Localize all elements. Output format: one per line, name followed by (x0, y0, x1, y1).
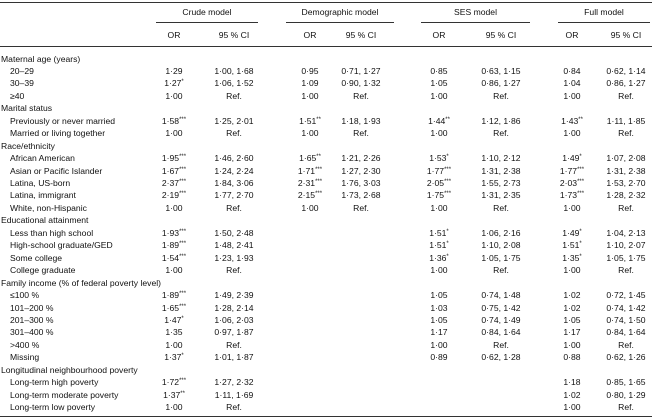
table-cell: 1·06, 2·03 (214, 314, 254, 325)
table-cell: 1·95*** (161, 153, 187, 164)
table-cell: 0·86, 1·27 (481, 78, 521, 89)
table-bottom-rule (0, 416, 652, 417)
table-cell: 0·71, 1·27 (341, 65, 381, 76)
category-label: Maternal age (years) (1, 53, 81, 64)
table-cell: 1·47* (164, 314, 184, 325)
column-header: OR (432, 30, 446, 40)
table-cell: 2·19*** (161, 190, 187, 201)
significance-mark: *** (179, 303, 187, 310)
significance-mark: *** (444, 166, 452, 173)
table-cell: 1·17 (430, 327, 448, 338)
row-label: 101–200 % (10, 302, 54, 313)
column-header: OR (565, 30, 579, 40)
table-cell: 1·05 (430, 314, 448, 325)
significance-mark: ** (316, 116, 321, 123)
group-header: SES model (454, 7, 497, 17)
table-cell: 1·00 (430, 202, 448, 213)
table-cell: 2·31*** (297, 178, 323, 188)
row-label: 201–300 % (10, 314, 54, 325)
table-cell: 1·05 (563, 314, 581, 325)
category-label: Marital status (1, 103, 53, 114)
row-label: Long-term high poverty (10, 377, 99, 388)
table-cell: 1·67*** (161, 165, 187, 176)
table-cell: 1·43** (561, 115, 583, 126)
row-label: College graduate (10, 265, 76, 276)
table-cell: 0·85 (430, 65, 448, 76)
row-label: High-school graduate/GED (10, 240, 113, 251)
table-cell: 1·01, 1·87 (214, 352, 254, 363)
table-cell: 1·00 (430, 90, 448, 101)
row-label: Asian or Pacific Islander (10, 165, 103, 176)
table-cell: 0·74, 1·48 (481, 290, 521, 301)
table-cell: 0·84 (563, 65, 581, 76)
table-cell: 1·00 (165, 90, 183, 101)
group-header: Full model (584, 7, 624, 17)
table-cell: 0·89 (430, 352, 448, 363)
table-cell: 1·00 (563, 128, 581, 139)
significance-mark: *** (315, 166, 323, 173)
table-cell: 1·27, 2·30 (341, 165, 381, 176)
table-cell: 1·27* (164, 78, 184, 89)
table-cell: 1·18, 1·93 (341, 115, 381, 126)
table-cell: Ref. (353, 90, 369, 101)
table-cell: 0·62, 1·26 (606, 352, 646, 363)
table-cell: 1·03 (430, 302, 448, 313)
table-cell: Ref. (618, 128, 634, 139)
table-cell: 1·09 (301, 78, 319, 89)
row-label: African American (10, 153, 75, 164)
table-cell: Ref. (226, 128, 242, 139)
table-cell: 1·02 (563, 302, 581, 313)
row-label: Married or living together (10, 128, 106, 139)
row-label: Missing (10, 352, 40, 363)
significance-mark: ** (578, 116, 583, 123)
group-underline (156, 22, 258, 23)
table-cell: Ref. (618, 202, 634, 213)
table-cell: 1·50, 2·48 (214, 227, 254, 238)
significance-mark: *** (179, 154, 187, 161)
table-cell: 1·49* (562, 153, 582, 164)
table-cell: Ref. (226, 202, 242, 213)
table-cell: 1·00 (165, 202, 183, 213)
significance-mark: *** (577, 166, 585, 173)
table-cell: 1·44** (428, 115, 450, 126)
table-cell: 1·84, 3·06 (214, 178, 254, 188)
row-label: Long-term low poverty (10, 402, 96, 413)
table-cell: 0·88 (563, 352, 581, 363)
table-cell: Ref. (226, 265, 242, 276)
table-cell: 1·07, 2·08 (606, 153, 646, 164)
table-cell: 1·51* (562, 240, 582, 251)
table-cell: 1·21, 2·26 (341, 153, 381, 164)
table-cell: 1·00 (165, 128, 183, 139)
table-cell: Ref. (618, 339, 634, 350)
table-cell: 2·15*** (297, 190, 323, 201)
significance-mark: *** (444, 191, 452, 198)
column-header: OR (167, 30, 181, 40)
table-cell: 1·65*** (161, 302, 187, 313)
table-cell: 0·86, 1·27 (606, 78, 646, 89)
table-cell: 1·37* (164, 352, 184, 363)
table-cell: 1·53* (429, 153, 449, 164)
table-cell: 1·23, 1·93 (214, 252, 254, 263)
table-cell: Ref. (493, 339, 509, 350)
table-cell: 0·95 (301, 65, 319, 76)
table-cell: 1·36* (429, 252, 449, 263)
significance-mark: ** (445, 116, 450, 123)
table-cell: 0·74, 1·49 (481, 314, 521, 325)
table-cell: Ref. (618, 90, 634, 101)
significance-mark: *** (179, 179, 187, 185)
table-cell: 0·84, 1·64 (481, 327, 521, 338)
group-underline (558, 22, 650, 23)
row-label: Previously or never married (10, 115, 116, 126)
header-rule (0, 46, 652, 47)
table-cell: 1·65** (299, 153, 321, 164)
table-cell: 1·00 (563, 339, 581, 350)
table-cell: 1·89*** (161, 240, 187, 251)
table-cell: 1·73*** (559, 190, 585, 201)
table-cell: 1·35 (165, 327, 183, 338)
table-cell: 0·97, 1·87 (214, 327, 254, 338)
table-cell: 1·00, 1·68 (214, 65, 254, 76)
significance-mark: *** (179, 253, 187, 260)
table-cell: 1·48, 2·41 (214, 240, 254, 251)
category-label: Family income (% of federal poverty level) (1, 277, 161, 288)
table-cell: 1·00 (430, 339, 448, 350)
row-label: Some college (10, 252, 63, 263)
significance-mark: * (446, 241, 449, 248)
table-cell: 1·27, 2·32 (214, 377, 254, 388)
table-cell: 2·05*** (426, 178, 452, 188)
table-cell: 1·77, 2·70 (214, 190, 254, 201)
table-cell: 1·00 (430, 128, 448, 139)
table-cell: 1·00 (563, 402, 581, 413)
table-cell: 1·93*** (161, 227, 187, 238)
table-top-rule (0, 2, 652, 3)
row-label: 20–29 (10, 65, 34, 76)
table-cell: 1·29 (165, 65, 183, 76)
significance-mark: *** (179, 291, 187, 298)
table-cell: 1·51* (429, 227, 449, 238)
row-label: 30–39 (10, 78, 34, 89)
table-cell: 1·77*** (426, 165, 452, 176)
table-cell: 1·04, 2·13 (606, 227, 646, 238)
table-cell: 0·63, 1·15 (481, 65, 521, 76)
table-cell: 0·84, 1·64 (606, 327, 646, 338)
significance-mark: *** (444, 179, 452, 185)
table-cell: 1·73, 2·68 (341, 190, 381, 201)
table-cell: 1·72*** (161, 377, 187, 388)
table-cell: 1·00 (563, 202, 581, 213)
table-cell: Ref. (493, 202, 509, 213)
table-cell: 1·05 (430, 78, 448, 89)
table-cell: 1·00 (301, 128, 319, 139)
significance-mark: *** (179, 191, 187, 198)
table-cell: 1·11, 1·69 (214, 389, 254, 400)
significance-mark: * (446, 154, 449, 161)
significance-mark: *** (315, 191, 323, 198)
significance-mark: * (181, 315, 184, 322)
table-cell: 1·28, 2·14 (214, 302, 254, 313)
table-cell: 1·00 (165, 265, 183, 276)
table-cell: 1·37** (163, 389, 185, 400)
significance-mark: * (579, 154, 582, 161)
table-cell: 0·75, 1·42 (481, 302, 521, 313)
table-cell: 1·77*** (559, 165, 585, 176)
table-cell: 1·06, 1·52 (214, 78, 254, 89)
table-cell: 1·00 (165, 339, 183, 350)
row-label: Latina, US-born (10, 178, 71, 188)
table-cell: 1·10, 2·07 (606, 240, 646, 251)
significance-mark: * (181, 79, 184, 86)
table-cell: Ref. (353, 202, 369, 213)
table-cell: 1·31, 2·38 (606, 165, 646, 176)
row-label: Latina, immigrant (10, 190, 76, 201)
table-cell: 1·76, 3·03 (341, 178, 381, 188)
row-label: 301–400 % (10, 327, 54, 338)
table-cell: 1·00 (301, 202, 319, 213)
table-cell: Ref. (493, 128, 509, 139)
column-header: OR (303, 30, 317, 40)
table-cell: 1·02 (563, 389, 581, 400)
table-cell: 0·62, 1·28 (481, 352, 521, 363)
table-cell: 1·55, 2·73 (481, 178, 521, 188)
group-header: Demographic model (301, 7, 379, 17)
table-cell: Ref. (618, 402, 634, 413)
category-label: Longitudinal neighbourhood poverty (1, 364, 138, 375)
significance-mark: * (579, 241, 582, 248)
group-underline (421, 22, 530, 23)
table-cell: Ref. (493, 265, 509, 276)
category-label: Educational attainment (1, 215, 89, 226)
table-cell: 1·51** (299, 115, 321, 126)
table-cell: 1·25, 2·01 (214, 115, 254, 126)
table-cell: 1·89*** (161, 290, 187, 301)
table-cell: 0·80, 1·29 (606, 389, 646, 400)
table-cell: Ref. (226, 402, 242, 413)
table-cell: 1·31, 2·38 (481, 165, 521, 176)
significance-mark: *** (179, 166, 187, 173)
table-cell: 0·74, 1·42 (606, 302, 646, 313)
table-cell: 1·05 (430, 290, 448, 301)
column-header: 95 % CI (610, 30, 642, 40)
table-cell: Ref. (618, 265, 634, 276)
column-header: 95 % CI (485, 30, 517, 40)
table-cell: 1·02 (563, 290, 581, 301)
table-cell: 1·75*** (426, 190, 452, 201)
table-cell: Ref. (226, 90, 242, 101)
table-cell: 1·11, 1·85 (606, 115, 646, 126)
table-cell: 2·03*** (559, 178, 585, 188)
table-cell: 1·00 (563, 90, 581, 101)
table-cell: 1·24, 2·24 (214, 165, 254, 176)
significance-mark: * (446, 253, 449, 260)
table-cell: 1·10, 2·12 (481, 153, 521, 164)
row-label: Long-term moderate poverty (10, 389, 119, 400)
table-cell: 1·53, 2·70 (606, 178, 646, 188)
table-cell: 1·00 (165, 402, 183, 413)
row-label: >400 % (10, 339, 40, 350)
table-cell: 1·18 (563, 377, 581, 388)
table-cell: 0·72, 1·45 (606, 290, 646, 301)
table-cell: 1·00 (563, 265, 581, 276)
category-label: Race/ethnicity (1, 140, 55, 151)
significance-mark: * (579, 253, 582, 260)
table-cell: 0·85, 1·65 (606, 377, 646, 388)
table-cell: 1·49, 2·39 (214, 290, 254, 301)
significance-mark: ** (180, 390, 185, 397)
table-cell: 0·74, 1·50 (606, 314, 646, 325)
column-header: 95 % CI (218, 30, 250, 40)
group-underline (286, 22, 394, 23)
row-label: ≤100 % (10, 290, 40, 301)
table-cell: 1·71*** (297, 165, 323, 176)
table-cell: 1·51* (429, 240, 449, 251)
table-cell: 1·12, 1·86 (481, 115, 521, 126)
significance-mark: *** (179, 378, 187, 385)
significance-mark: * (446, 228, 449, 235)
table-cell: 2·37*** (161, 178, 187, 188)
table-cell: 1·46, 2·60 (214, 153, 254, 164)
row-label: White, non-Hispanic (10, 202, 87, 213)
table-cell: 1·06, 2·16 (481, 227, 521, 238)
significance-mark: ** (316, 154, 321, 161)
significance-mark: *** (179, 241, 187, 248)
table-cell: 1·05, 1·75 (481, 252, 521, 263)
table-cell: 1·35* (562, 252, 582, 263)
table-cell: 1·00 (430, 265, 448, 276)
table-cell: Ref. (493, 90, 509, 101)
table-cell: 0·90, 1·32 (341, 78, 381, 89)
table-cell: Ref. (353, 128, 369, 139)
table-cell: 1·05, 1·75 (606, 252, 646, 263)
group-header: Crude model (182, 7, 232, 17)
significance-mark: *** (315, 179, 323, 185)
significance-mark: * (579, 228, 582, 235)
table-cell: 1·31, 2·35 (481, 190, 521, 201)
table-cell: 1·00 (301, 90, 319, 101)
table-cell: 1·10, 2·08 (481, 240, 521, 251)
significance-mark: *** (577, 179, 585, 185)
significance-mark: *** (179, 228, 187, 235)
table-cell: Ref. (226, 339, 242, 350)
table-cell: 1·58*** (161, 115, 187, 126)
row-label: ≥40 (10, 90, 25, 101)
column-header: 95 % CI (345, 30, 377, 40)
table-cell: 1·04 (563, 78, 581, 89)
row-label: Less than high school (10, 227, 94, 238)
significance-mark: *** (179, 116, 187, 123)
table-cell: 0·62, 1·14 (606, 65, 646, 76)
significance-mark: * (181, 353, 184, 360)
table-cell: 1·49* (562, 227, 582, 238)
table-cell: 1·17 (563, 327, 581, 338)
table-cell: 1·28, 2·32 (606, 190, 646, 201)
table-cell: 1·54*** (161, 252, 187, 263)
significance-mark: *** (577, 191, 585, 198)
